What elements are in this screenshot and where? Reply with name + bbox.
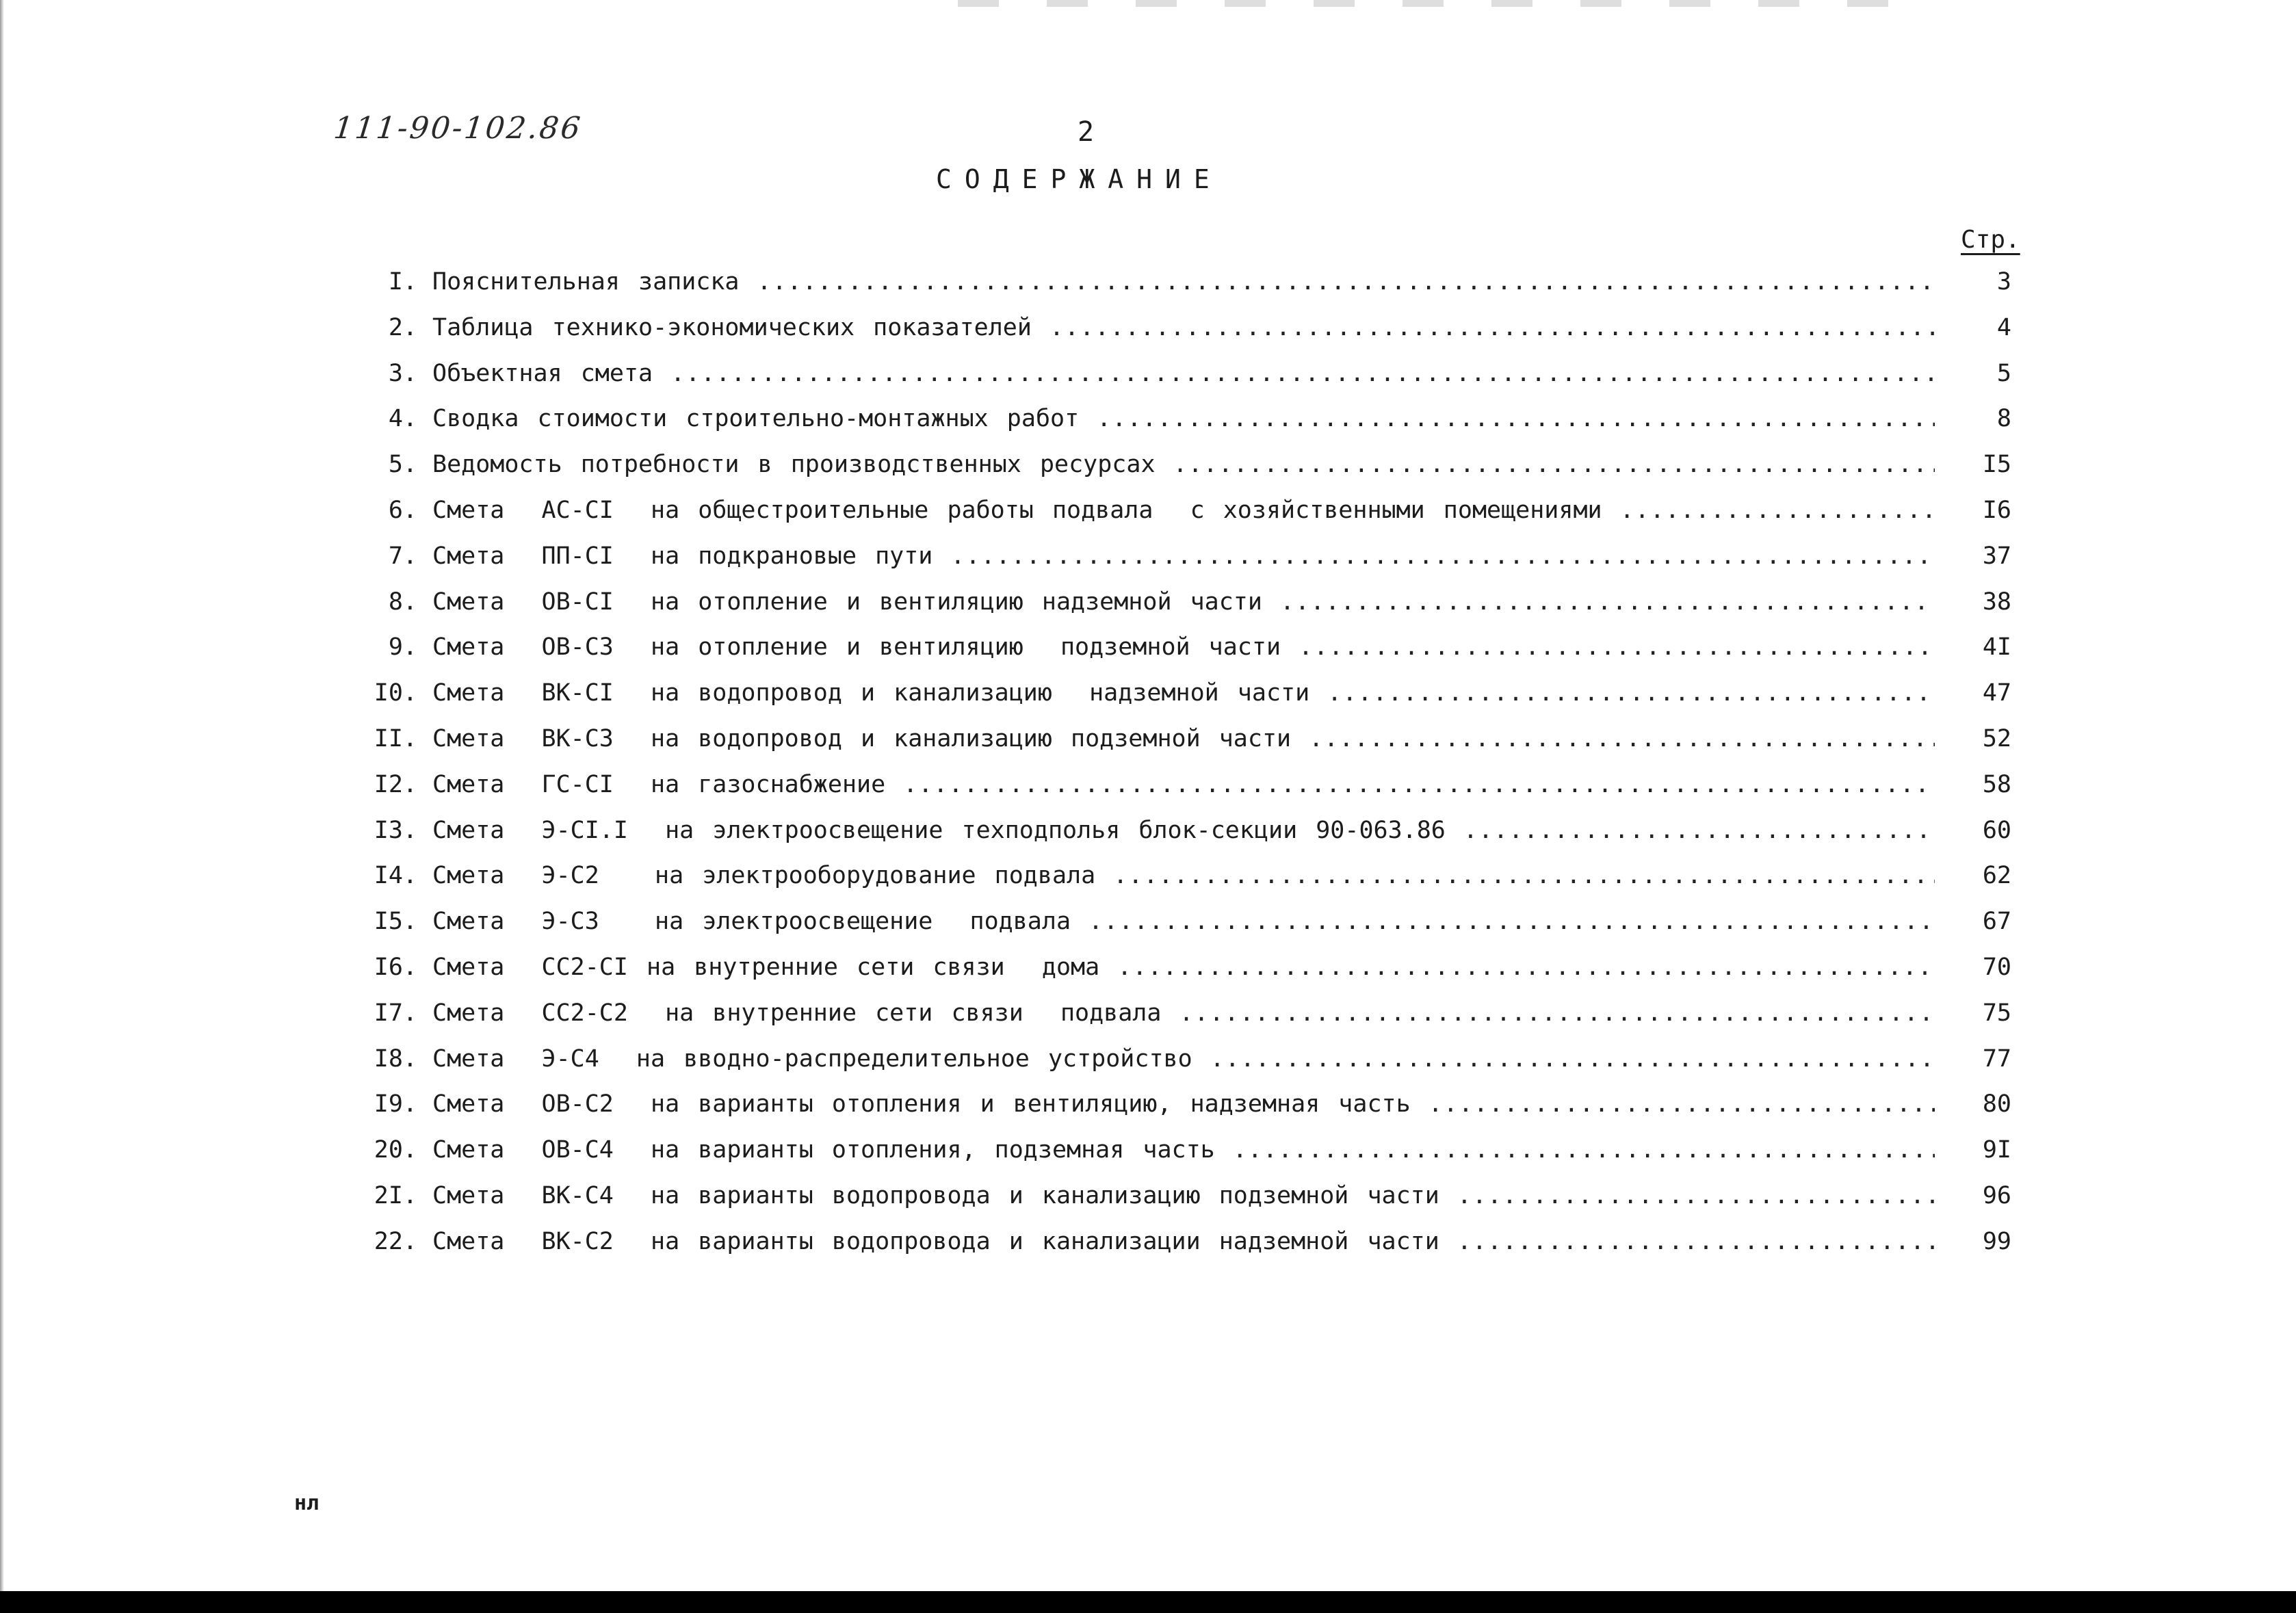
toc-item	[363, 679, 2011, 725]
toc-item-title: Смета СС2-С2 на внутренние сети связи подвала	[432, 999, 1162, 1027]
toc-item-title: Смета ОВ-С2 на варианты отопления и вентиляцию, надземная часть	[432, 1090, 1411, 1118]
toc-item-page: 5	[1996, 359, 2011, 387]
toc-item-leader-dots	[903, 771, 1935, 798]
toc-item-title: Смета ВК-С3 на водопровод и канализацию подземной части	[432, 724, 1292, 752]
toc-item-title: Смета ОВ-С4 на варианты отопления, подземная часть	[432, 1136, 1215, 1164]
toc-item	[363, 1090, 2011, 1136]
toc-item-page: 60	[1982, 816, 2011, 844]
toc-item-title: Смета Э-СI.I на электроосвещение техподполья блок-секции 90-063.86	[432, 816, 1446, 844]
toc-item-page: 37	[1982, 542, 2011, 570]
toc-item-leader-dots	[1299, 633, 1935, 661]
toc-item-title: Ведомость потребности в производственных ресурсах	[432, 451, 1156, 479]
toc-item-title: Смета ОВ-СI на отопление и вентиляцию надземной части	[432, 588, 1262, 616]
toc-item-number: I3.	[374, 816, 417, 844]
toc-item-title: Смета СС2-СI на внутренние сети связи дома	[432, 953, 1100, 981]
toc-item-title: Смета ГС-СI на газоснабжение	[432, 770, 886, 798]
toc-item-leader-dots	[757, 268, 1935, 296]
scan-edge	[0, 0, 4, 1613]
toc-item	[363, 633, 2011, 679]
toc-item-leader-dots	[1049, 314, 1935, 341]
toc-item-title: Смета Э-С4 на вводно-распределительное устройство	[432, 1045, 1192, 1073]
toc-item-leader-dots	[1309, 725, 1935, 752]
toc-item-page: 70	[1982, 953, 2011, 981]
toc-item-leader-dots	[1280, 588, 1935, 616]
toc-item	[363, 314, 2011, 360]
toc-item-page: 99	[1982, 1227, 2011, 1255]
toc-item-leader-dots	[670, 360, 1935, 387]
toc-item-page: 8	[1996, 405, 2011, 433]
toc-item-leader-dots	[1457, 1228, 1935, 1255]
toc-item-number: 7.	[388, 542, 417, 570]
toc-item-page: 38	[1982, 588, 2011, 616]
toc-item-title: Смета ВК-СI на водопровод и канализацию надземной части	[432, 679, 1310, 707]
scan-artifact	[958, 0, 1916, 7]
toc-item-number: I0.	[374, 679, 417, 707]
toc-item-leader-dots	[1429, 1090, 1935, 1118]
toc-item-page: 77	[1982, 1045, 2011, 1073]
toc-item-page: 4I	[1982, 633, 2011, 661]
toc-item-number: I2.	[374, 770, 417, 798]
toc-item	[363, 451, 2011, 497]
toc-item	[363, 1182, 2011, 1228]
toc-item-number: 4.	[388, 405, 417, 433]
toc-item	[363, 954, 2011, 999]
toc-item-page: 9I	[1982, 1136, 2011, 1164]
toc-item-title: Таблица технико-экономических показателей	[432, 313, 1032, 341]
toc-item-title: Смета ПП-СI на подкрановые пути	[432, 542, 933, 570]
toc-item-number: I4.	[374, 862, 417, 890]
page-title: СОДЕРЖАНИЕ	[936, 164, 1223, 194]
toc-item-page: 96	[1982, 1181, 2011, 1209]
toc-item-number: 8.	[388, 588, 417, 616]
toc-item-title: Пояснительная записка	[432, 268, 740, 296]
toc-item-leader-dots	[1117, 954, 1935, 981]
toc-item-number: 2.	[388, 313, 417, 341]
footer-mark: нл	[294, 1491, 319, 1515]
toc-item-page: 80	[1982, 1090, 2011, 1118]
toc-item-leader-dots	[1097, 405, 1935, 432]
toc-item-page: 62	[1982, 862, 2011, 890]
page-number: 2	[1078, 116, 1095, 148]
toc-item-page: 3	[1996, 268, 2011, 296]
toc-item-number: I8.	[374, 1045, 417, 1073]
toc-item-leader-dots	[1457, 1182, 1935, 1209]
toc-item-number: I7.	[374, 999, 417, 1027]
toc-item-number: I9.	[374, 1090, 417, 1118]
page-column-header: Стр.	[1961, 226, 2020, 254]
toc-item-page: 47	[1982, 679, 2011, 707]
toc-item-number: I6.	[374, 953, 417, 981]
document-code: 111-90-102.86	[332, 111, 584, 146]
toc-item-number: 22.	[374, 1227, 417, 1255]
toc-item-page: 67	[1982, 908, 2011, 936]
toc-item-leader-dots	[950, 542, 1935, 570]
toc-item	[363, 360, 2011, 406]
toc-item-title: Объектная смета	[432, 359, 653, 387]
toc-item	[363, 268, 2011, 314]
toc-item-number: I.	[388, 268, 417, 296]
toc-item-number: 3.	[388, 359, 417, 387]
toc-item-title: Смета АС-СI на общестроительные работы подвала с хозяйственными помещениями	[432, 496, 1602, 524]
toc-item-leader-dots	[1179, 999, 1935, 1027]
toc-item	[363, 862, 2011, 908]
toc-item-page: 58	[1982, 770, 2011, 798]
toc-item	[363, 497, 2011, 542]
toc-item-leader-dots	[1088, 908, 1935, 935]
toc-item-title: Сводка стоимости строительно-монтажных работ	[432, 405, 1080, 433]
toc-item-number: 2I.	[374, 1181, 417, 1209]
toc-item-leader-dots	[1173, 451, 1935, 478]
toc-item	[363, 405, 2011, 451]
toc-item	[363, 908, 2011, 954]
toc-item	[363, 1228, 2011, 1274]
toc-item-page: 52	[1982, 724, 2011, 752]
toc-item-leader-dots	[1620, 497, 1935, 524]
toc-item-number: 20.	[374, 1136, 417, 1164]
toc-item	[363, 1045, 2011, 1091]
toc-item	[363, 771, 2011, 817]
toc-item-leader-dots	[1327, 679, 1935, 707]
toc-item-number: 9.	[388, 633, 417, 661]
toc-item	[363, 817, 2011, 863]
toc-item	[363, 588, 2011, 634]
toc-item-leader-dots	[1463, 817, 1935, 844]
table-of-contents	[363, 268, 2011, 1274]
toc-item	[363, 1136, 2011, 1182]
toc-item-title: Смета Э-С3 на электроосвещение подвала	[432, 908, 1071, 936]
toc-item-title: Смета Э-С2 на электрооборудование подвала	[432, 862, 1096, 890]
toc-item-title: Смета ВК-С4 на варианты водопровода и канализацию подземной части	[432, 1181, 1439, 1209]
toc-item-leader-dots	[1113, 862, 1935, 889]
toc-item-page: 75	[1982, 999, 2011, 1027]
toc-item-title: Смета ВК-С2 на варианты водопровода и канализации надземной части	[432, 1227, 1439, 1255]
toc-item-title: Смета ОВ-С3 на отопление и вентиляцию подземной части	[432, 633, 1281, 661]
toc-item-page: 4	[1996, 313, 2011, 341]
toc-item-leader-dots	[1233, 1136, 1935, 1164]
toc-item-number: I5.	[374, 908, 417, 936]
toc-item-page: I6	[1982, 496, 2011, 524]
toc-item	[363, 725, 2011, 771]
toc-item-number: 6.	[388, 496, 417, 524]
toc-item	[363, 542, 2011, 588]
toc-item-number: II.	[374, 724, 417, 752]
toc-item	[363, 999, 2011, 1045]
scan-border	[0, 1591, 2296, 1613]
toc-item-leader-dots	[1210, 1045, 1935, 1073]
toc-item-page: I5	[1982, 451, 2011, 479]
toc-item-number: 5.	[388, 451, 417, 479]
